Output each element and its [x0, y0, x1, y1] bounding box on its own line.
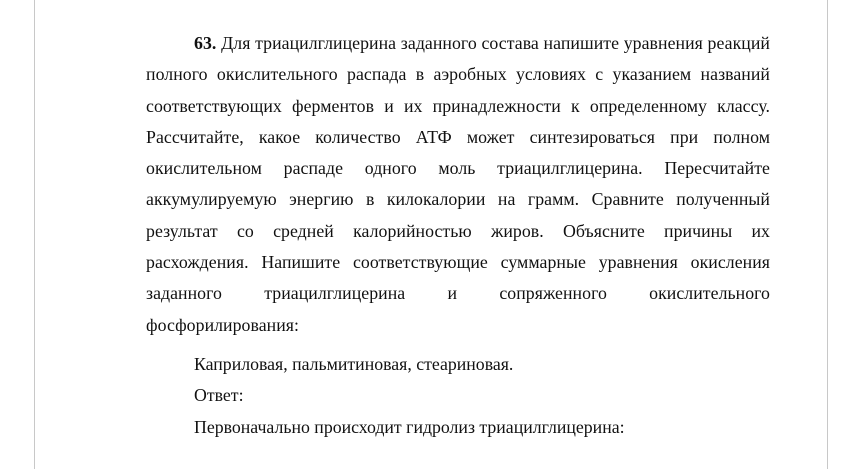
composition-line: Каприловая, пальмитиновая, стеариновая.: [194, 353, 514, 374]
problem-text: Для триацилглицерина заданного состава напишите уравнения реакций полного окислительного распада в аэробных условиях с указанием названий соответствующих ферментов и их принадлежности к определенному классу. Рассчитайте, какое количество АТФ может синтезироваться при полном окислительном распаде одного моль триацилглицерина. Пересчитайте аккумулируемую энергию в килокалории на грамм. Сравните полученный результат со средней калорийностью жиров. Объясните причины их расхождения. Напишите соответствующие суммарные уравнения окисления заданного триацилглицерина и сопряженного окислительного фосфорилирования:: [146, 33, 770, 335]
answer-label: Ответ:: [194, 385, 244, 406]
problem-number: 63.: [194, 33, 217, 53]
page-edge-right: [827, 0, 828, 469]
page-edge-left: [34, 0, 35, 469]
problem-statement: [146, 28, 770, 341]
document-body: [146, 28, 770, 443]
hydrolysis-intro: Первоначально происходит гидролиз триацилглицерина:: [194, 416, 625, 437]
